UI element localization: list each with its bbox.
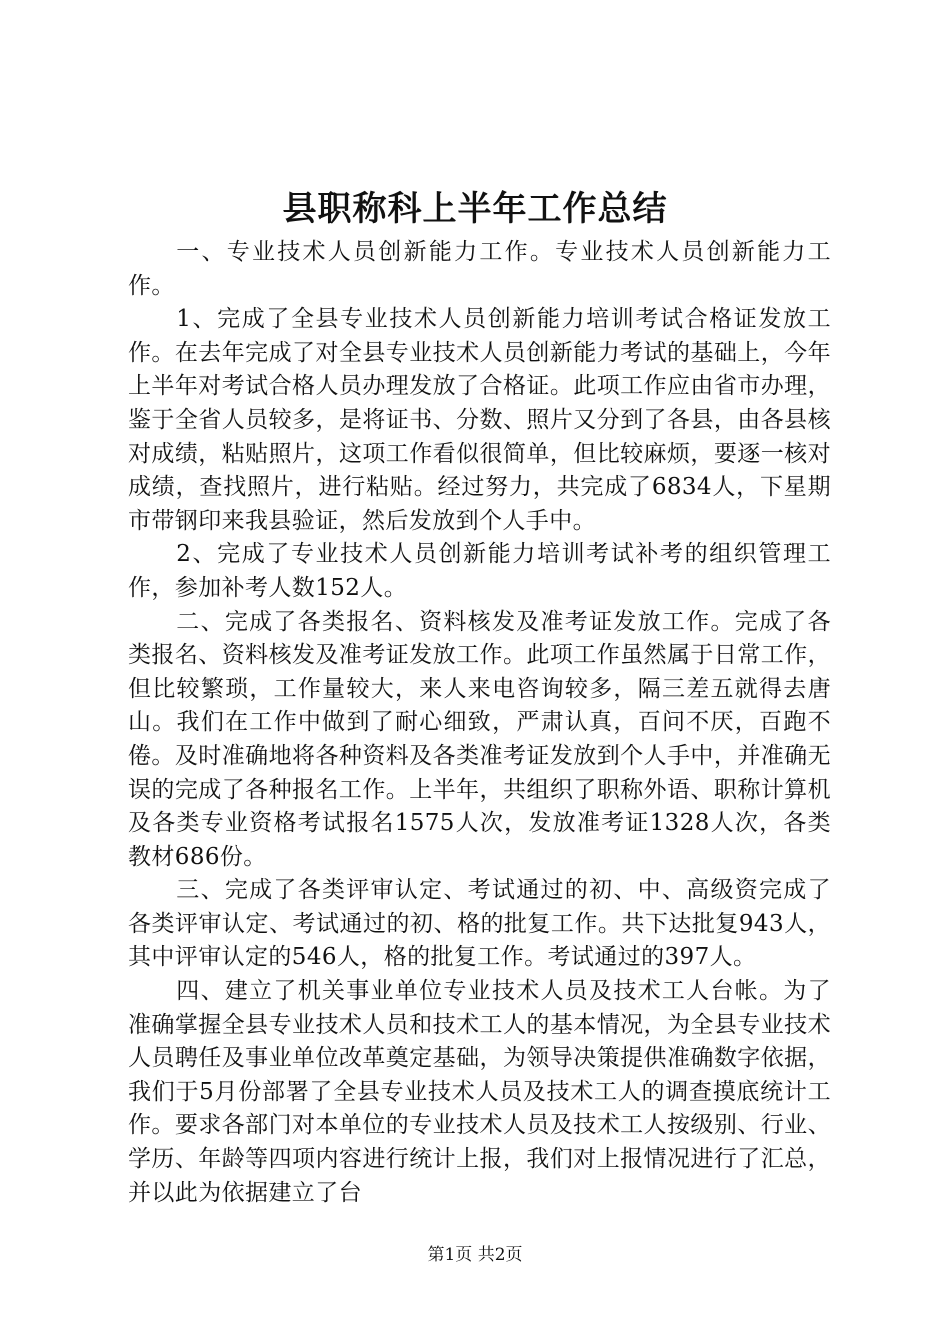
page-title: 县职称科上半年工作总结 <box>282 189 668 229</box>
paragraph-1: 一、专业技术人员创新能力工作。专业技术人员创新能力工作。 <box>128 239 831 299</box>
page-number-footer: 第1页 共2页 <box>427 1245 523 1265</box>
paragraph-2: 1、完成了全县专业技术人员创新能力培训考试合格证发放工作。在去年完成了对全县专业技术人员创新能力考试的基础上，今年上半年对考试合格人员办理发放了合格证。此项工作应由省市办理，鉴于全省人员较多，是将证书、分数、照片又分到了各县，由各县核对成绩，粘贴照片，这项工作看似很简单，但比较麻烦，要逐一核对成绩，查找照片，进行粘贴。经过努力，共完成了6834人，下星期市带钢印来我县验证，然后发放到个人手中。 <box>128 306 831 534</box>
paragraph-5: 三、完成了各类评审认定、考试通过的初、中、高级资完成了各类评审认定、考试通过的初、格的批复工作。共下达批复943人，其中评审认定的546人，格的批复工作。考试通过的397人。 <box>128 877 831 971</box>
paragraph-3: 2、完成了专业技术人员创新能力培训考试补考的组织管理工作，参加补考人数152人。 <box>128 541 831 601</box>
paragraph-6: 四、建立了机关事业单位专业技术人员及技术工人台帐。为了准确掌握全县专业技术人员和技术工人的基本情况，为全县专业技术人员聘任及事业单位改革奠定基础，为领导决策提供准确数字依据，我们于5月份部署了全县专业技术人员及技术工人的调查摸底统计工作。要求各部门对本单位的专业技术人员及技术工人按级别、行业、学历、年龄等四项内容进行统计上报，我们对上报情况进行了汇总，并以此为依据建立了台 <box>128 978 831 1206</box>
document-body <box>128 236 831 1210</box>
paragraph-4: 二、完成了各类报名、资料核发及准考证发放工作。完成了各类报名、资料核发及准考证发放工作。此项工作虽然属于日常工作，但比较繁琐，工作量较大，来人来电咨询较多，隔三差五就得去唐山。我们在工作中做到了耐心细致，严肃认真，百问不厌，百跑不倦。及时准确地将各种资料及各类准考证发放到个人手中，并准确无误的完成了各种报名工作。上半年，共组织了职称外语、职称计算机及各类专业资格考试报名1575人次，发放准考证1328人次，各类教材686份。 <box>128 608 831 870</box>
